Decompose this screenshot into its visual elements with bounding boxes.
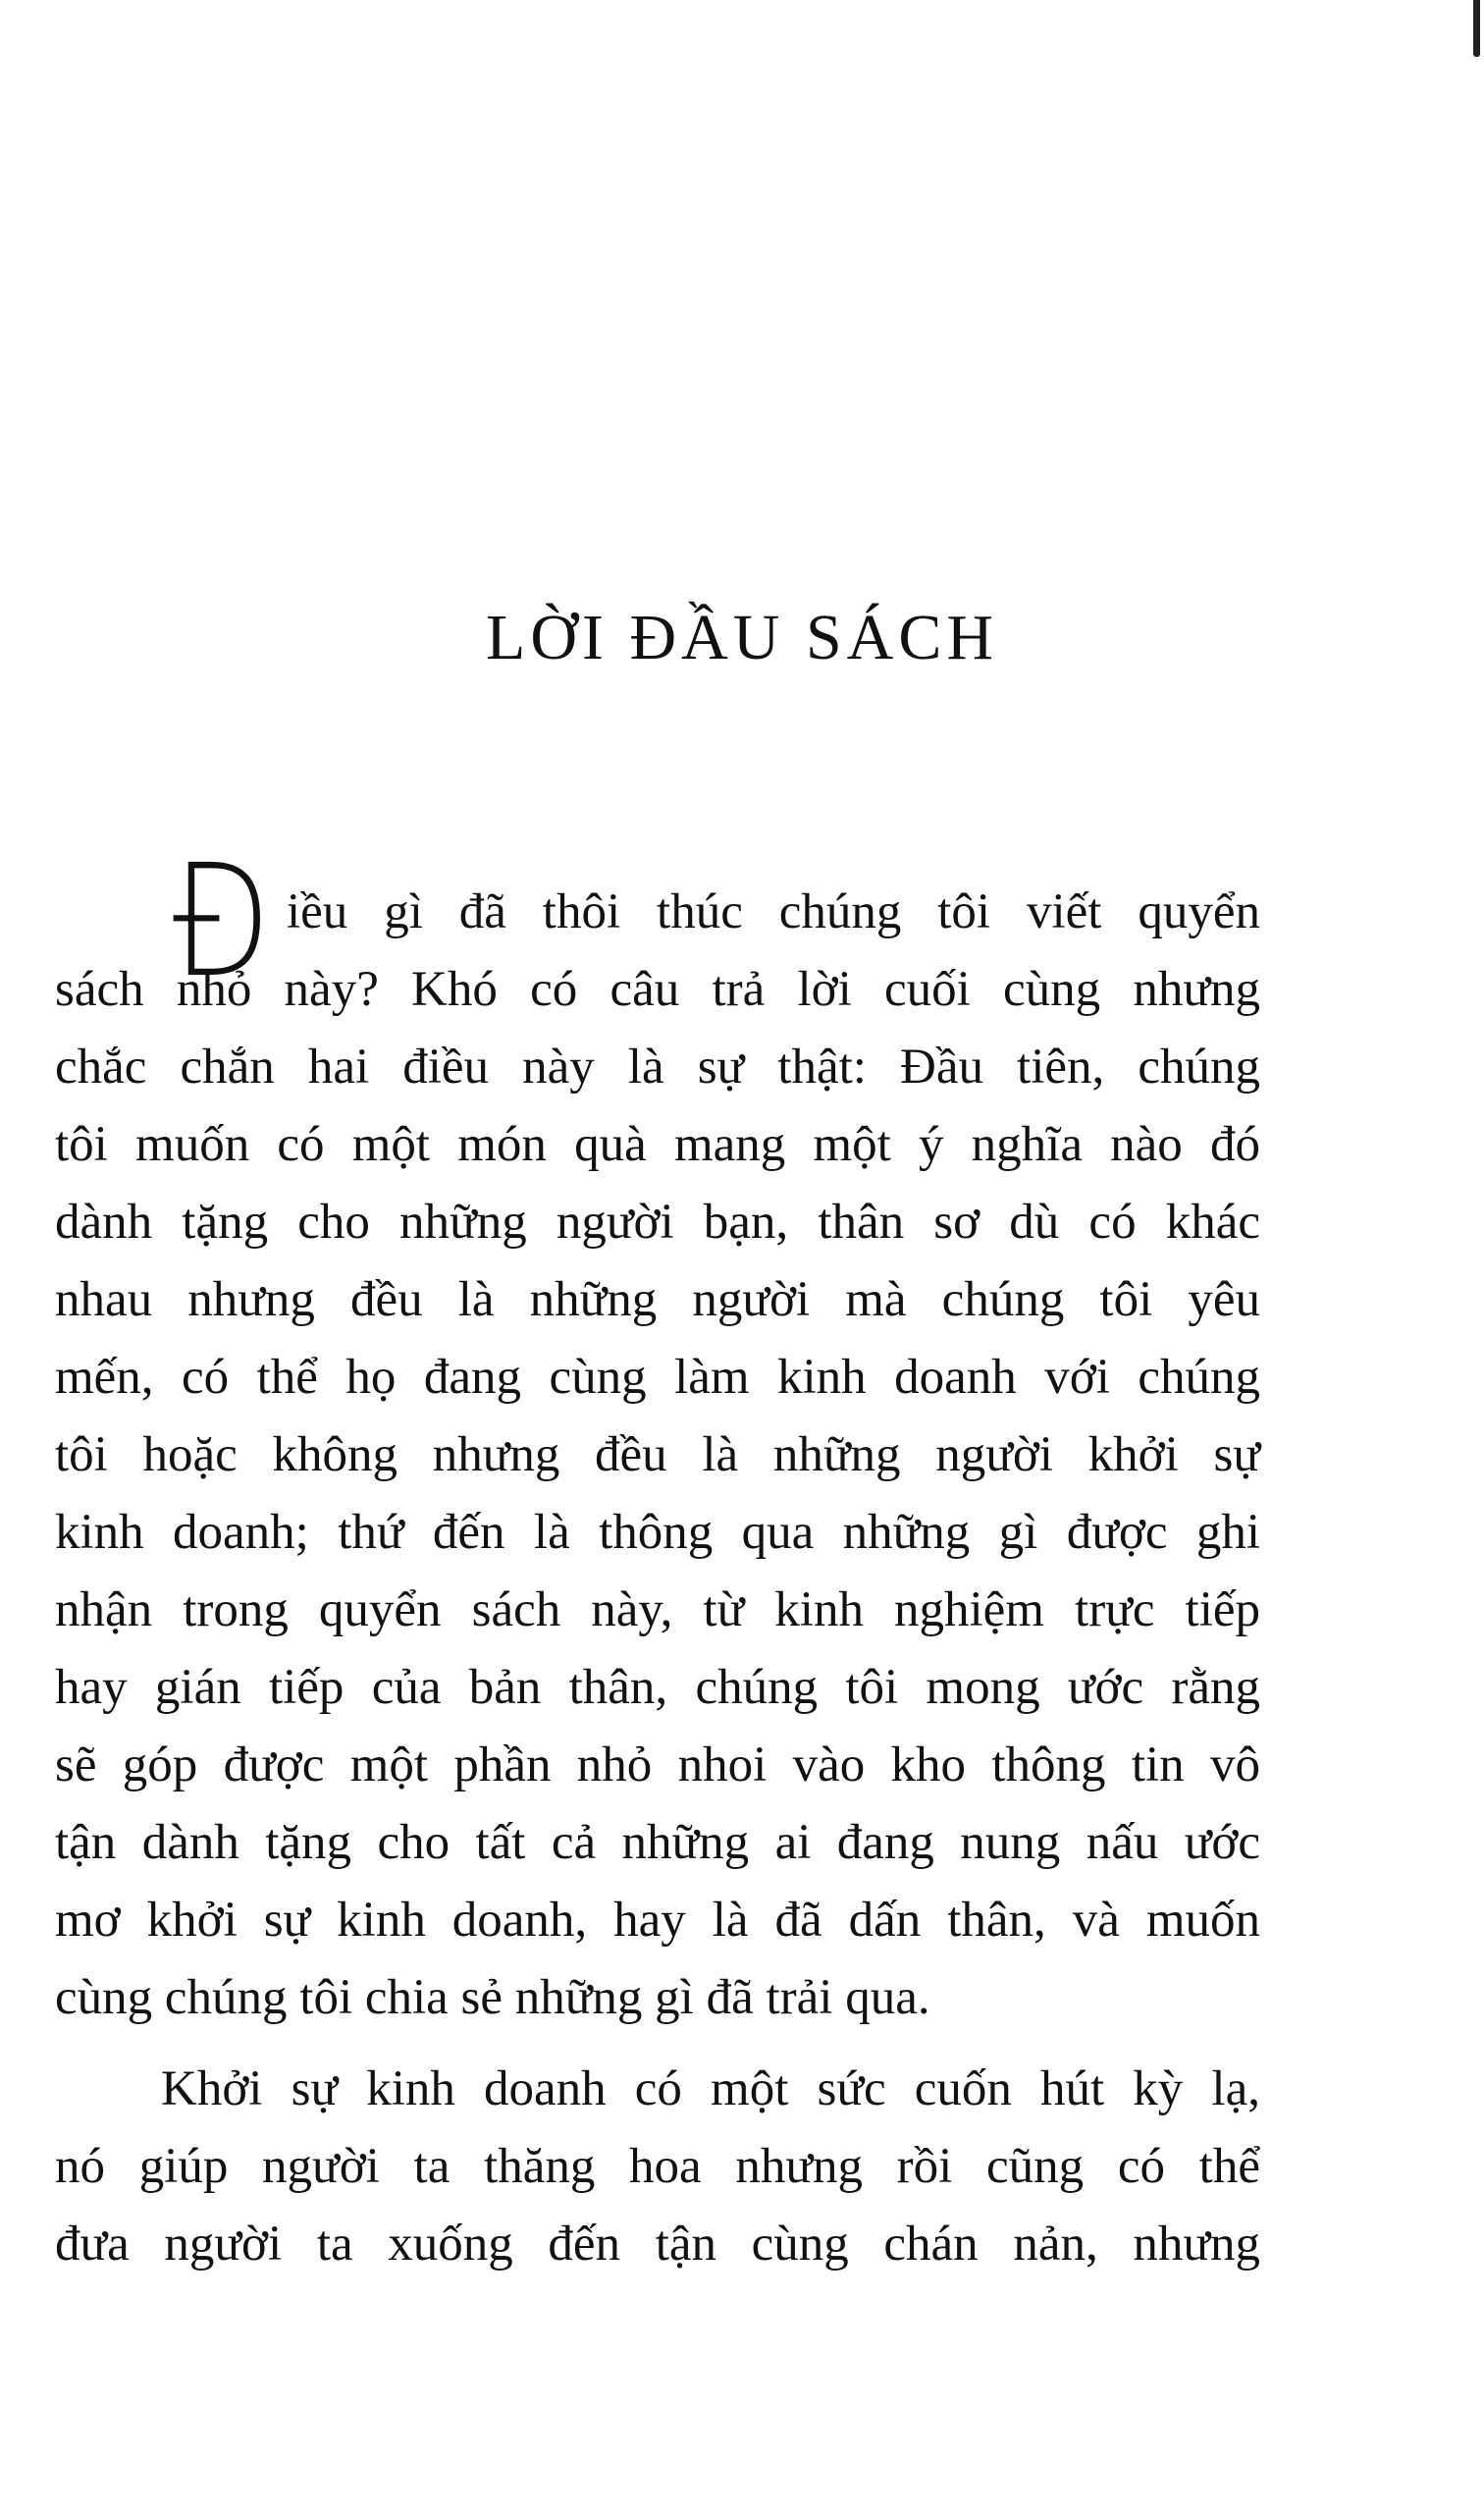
text-line: kinh doanh; thứ đến là thông qua những gì được ghi [55, 1505, 1260, 1560]
text-line: đưa người ta xuống đến tận cùng chán nản, nhưng [55, 2217, 1260, 2272]
text-line: sẽ góp được một phần nhỏ nhoi vào kho thông tin vô [55, 1738, 1260, 1792]
text-line: mơ khởi sự kinh doanh, hay là đã dấn thân, và muốn [55, 1893, 1260, 1948]
chapter-title: LỜI ĐẦU SÁCH [486, 602, 998, 673]
text-line: nhận trong quyển sách này, từ kinh nghiệm trực tiếp [55, 1582, 1260, 1637]
text-line: nhau nhưng đều là những người mà chúng tôi yêu [55, 1272, 1260, 1327]
text-line: tôi muốn có một món quà mang một ý nghĩa nào đó [55, 1117, 1260, 1172]
text-line: dành tặng cho những người bạn, thân sơ dù có khác [55, 1195, 1260, 1250]
body-text [55, 874, 1260, 2283]
text-line: mến, có thể họ đang cùng làm kinh doanh với chúng [55, 1350, 1260, 1405]
text-line: cùng chúng tôi chia sẻ những gì đã trải qua. [55, 1970, 930, 2025]
text-line: sách nhỏ này? Khó có câu trả lời cuối cùng nhưng [55, 962, 1260, 1017]
text-line: chắc chắn hai điều này là sự thật: Đầu tiên, chúng [55, 1040, 1260, 1095]
text-line: nó giúp người ta thăng hoa nhưng rồi cũng có thể [55, 2139, 1260, 2194]
text-line: tận dành tặng cho tất cả những ai đang nung nấu ước [55, 1815, 1260, 1870]
text-line: tôi hoặc không nhưng đều là những người khởi sự [55, 1427, 1260, 1482]
text-line: Khởi sự kinh doanh có một sức cuốn hút kỳ lạ, [161, 2061, 1260, 2116]
text-line: iều gì đã thôi thúc chúng tôi viết quyển [287, 884, 1260, 939]
paragraph-1 [55, 874, 1260, 2037]
drop-cap-letter: Đ [173, 831, 272, 1012]
page-edge-mark [1473, 0, 1480, 57]
text-line: hay gián tiếp của bản thân, chúng tôi mong ước rằng [55, 1660, 1260, 1715]
paragraph-2 [55, 2051, 1260, 2283]
